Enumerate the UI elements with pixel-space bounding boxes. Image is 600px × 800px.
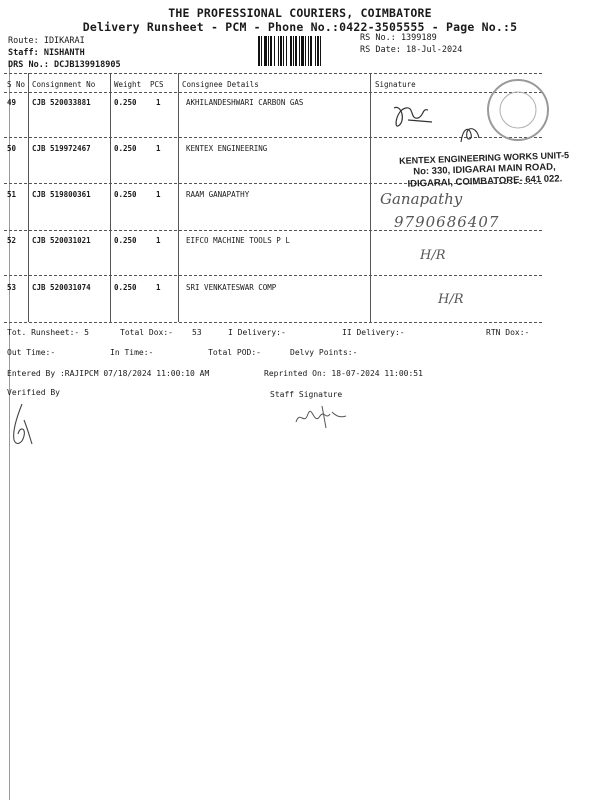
stamp-line1: KENTEX ENGINEERING WORKS UNIT-5 [398,150,570,166]
row-sno: 49 [7,98,17,107]
column-divider [110,73,111,322]
row-consignment: CJB 520031074 [32,283,91,292]
i-delivery: I Delivery:- [228,328,286,337]
row-consignee: SRI VENKATESWAR COMP [186,283,277,292]
row-weight: 0.250 [114,283,137,292]
total-pod: Total POD:- [208,348,261,357]
tot-runsheet: Tot. Runsheet:- 5 [7,328,89,337]
reprinted-on: Reprinted On: 18-07-2024 11:00:51 [264,369,423,378]
row-consignee: KENTEX ENGINEERING [186,144,268,153]
staff-signature-label: Staff Signature [270,390,343,399]
column-divider [178,73,179,322]
col-header-sno: S No [7,80,26,89]
rs-number: RS No.: 1399189 [360,33,437,43]
barcode-image [258,36,354,66]
row-consignment: CJB 519800361 [32,190,91,199]
row49-signature [388,100,448,136]
staff-label: Staff: NISHANTH [8,48,85,58]
row-consignment: CJB 519972467 [32,144,91,153]
row-weight: 0.250 [114,236,137,245]
row-sno: 50 [7,144,17,153]
col-header-pcs: PCS [150,80,164,89]
table-bottom-rule [4,322,542,323]
route-label: Route: IDIKARAI [8,36,85,46]
col-header-consignment: Consignment No [32,80,96,89]
company-stamp [381,148,587,191]
runsheet-subtitle: Delivery Runsheet - PCM - Phone No.:0422-3505555 - Page No.:5 [82,20,518,34]
verifier-signature [8,400,38,450]
row-pcs: 1 [156,144,161,153]
entered-by: Entered By :RAJIPCM 07/18/2024 11:00:10 AM [7,369,210,378]
col-header-signature: Signature [375,80,416,89]
drs-number: DRS No.: DCJB139918905 [8,60,121,70]
company-title: THE PROFESSIONAL COURIERS, COIMBATORE [168,6,432,20]
delvy-points: Delvy Points:- [290,348,358,357]
row51-handwritten-name: Ganapathy [380,190,463,208]
row-consignee: AKHILANDESHWARI CARBON GAS [186,98,304,107]
row-sno: 52 [7,236,17,245]
header-bottom-rule [4,92,542,93]
out-time: Out Time:- [7,348,56,357]
row-rule [4,275,542,276]
row-pcs: 1 [156,98,161,107]
row-pcs: 1 [156,283,161,292]
total-dox-label: Total Dox:- [120,328,173,337]
rs-date: RS Date: 18-Jul-2024 [360,45,463,55]
in-time: In Time:- [110,348,154,357]
verified-by: Verified By [7,388,60,397]
total-dox-value: 53 [192,328,202,337]
row52-handwritten-note: H/R [420,248,446,263]
row51-handwritten-phone: 9790686407 [394,213,500,231]
stamp-line2: No: 330, IDIGARAI MAIN ROAD, [413,161,556,178]
row-consignee: RAAM GANAPATHY [186,190,250,199]
stamp-line3: IDIGARAI, COIMBATORE- 641 022. [407,173,563,190]
row-weight: 0.250 [114,190,137,199]
row-weight: 0.250 [114,98,137,107]
ii-delivery: II Delivery:- [342,328,405,337]
column-divider [370,73,371,322]
col-header-weight: Weight [114,80,142,89]
round-seal-stamp [478,72,558,142]
row53-handwritten-note: H/R [438,292,464,307]
row-sno: 51 [7,190,17,199]
row-consignee: EIFCO MACHINE TOOLS P L [186,236,290,245]
table-top-rule [4,73,542,74]
row-sno: 53 [7,283,17,292]
row-pcs: 1 [156,236,161,245]
row-consignment: CJB 520031021 [32,236,91,245]
staff-signature [292,400,352,432]
row-consignment: CJB 520033881 [32,98,91,107]
row-weight: 0.250 [114,144,137,153]
col-header-consignee: Consignee Details [182,80,259,89]
rtn-dox: RTN Dox:- [486,328,530,337]
column-divider [28,73,29,322]
row-pcs: 1 [156,190,161,199]
